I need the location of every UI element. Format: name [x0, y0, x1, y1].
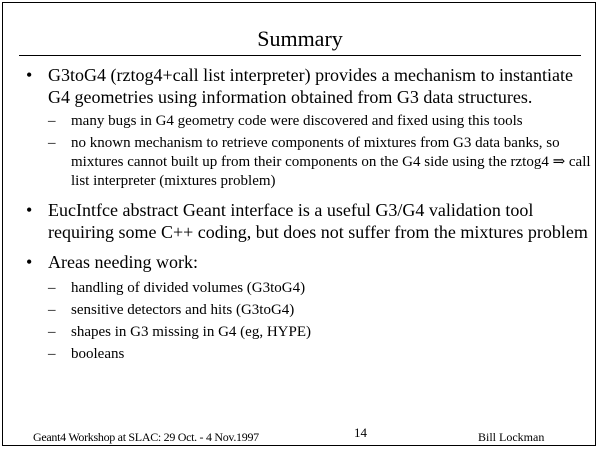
sub-item-text: shapes in G3 missing in G4 (eg, HYPE) [71, 324, 311, 340]
footer-author: Bill Lockman [478, 430, 545, 444]
sub-item [26, 134, 592, 191]
bullet-text: Areas needing work: [48, 252, 198, 272]
bullet-text: EucIntfce abstract Geant interface is a useful G3/G4 validation tool requiring some C++ coding, but does not suffer from the mixtures problem [48, 200, 588, 242]
bullet-item [26, 199, 592, 243]
bullet-text: G3toG4 (rztog4+call list interpreter) provides a mechanism to instantiate G4 geometries using information obtained from G3 data structures. [48, 65, 573, 107]
dash-marker: – [48, 113, 56, 129]
page-number: 14 [354, 425, 367, 440]
dash-marker: – [48, 324, 56, 340]
sub-item-text: no known mechanism to retrieve components of mixtures from G3 data banks, so mixtures cannot built up from their components on the G4 side using the rztog4 ⇒ call list interpreter (mixtures problem) [71, 135, 591, 189]
title-underline [19, 55, 581, 56]
dash-marker: – [48, 280, 56, 296]
sub-item [26, 279, 592, 298]
dash-marker: – [48, 346, 56, 362]
bullet-marker: • [26, 252, 33, 272]
sub-item-text: handling of divided volumes (G3toG4) [71, 280, 306, 296]
bullet-item [26, 251, 592, 273]
bullet-item [26, 64, 592, 108]
sub-item [26, 323, 592, 342]
footer-event: Geant4 Workshop at SLAC: 29 Oct. - 4 Nov.1997 [33, 430, 259, 444]
slide-title: Summary [257, 26, 343, 51]
bullet-marker: • [26, 65, 33, 85]
dash-marker: – [48, 135, 56, 151]
dash-marker: – [48, 302, 56, 318]
sub-item-text: booleans [71, 346, 125, 362]
sub-item [26, 345, 592, 364]
slide-content [26, 64, 592, 364]
sub-item [26, 301, 592, 320]
sub-item-text: sensitive detectors and hits (G3toG4) [71, 302, 295, 318]
bullet-marker: • [26, 200, 33, 220]
sub-item [26, 112, 592, 131]
sub-item-text: many bugs in G4 geometry code were discovered and fixed using this tools [71, 113, 523, 129]
